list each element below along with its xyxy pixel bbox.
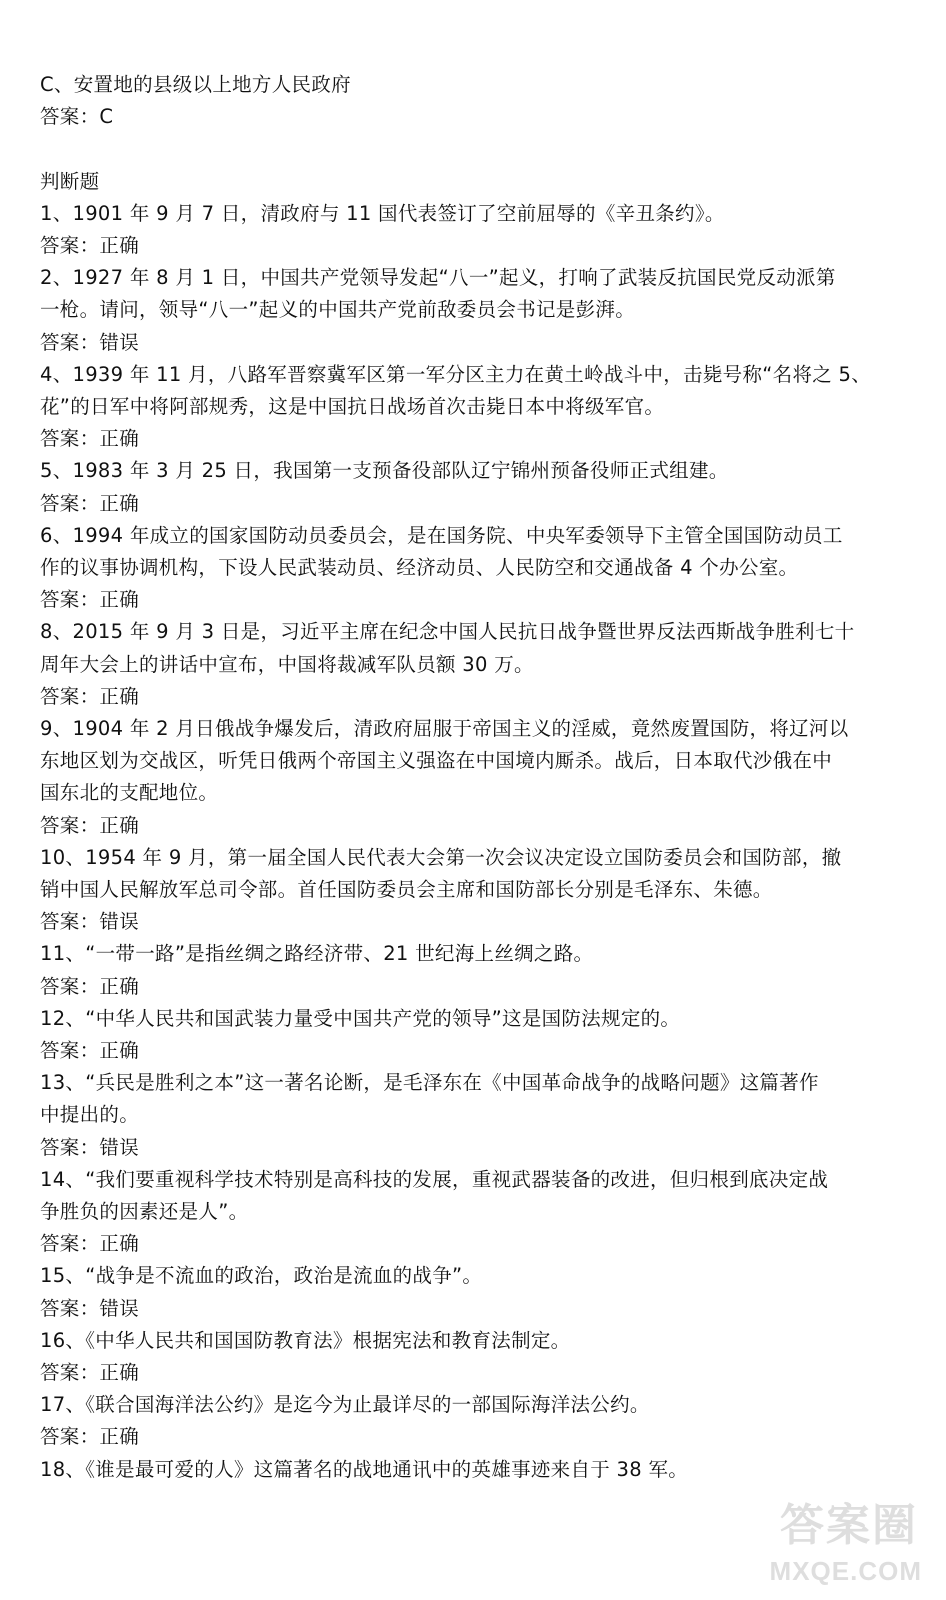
question-line: 4、1939 年 11 月，八路军晋察冀军区第一军分区主力在黄土岭战斗中，击毙号称“名将之 5、 <box>40 362 872 386</box>
question-line: 9、1904 年 2 月日俄战争爆发后，清政府屈服于帝国主义的淫威，竟然废置国防，将辽河以 <box>40 717 849 740</box>
question-line: 14、“我们要重视科学技术特别是高科技的发展，重视武器装备的改进，但归根到底决定战 <box>40 1167 829 1191</box>
text-line: 花”的日军中将阿部规秀，这是中国抗日战场首次击毙日本中将级军官。 <box>40 395 665 418</box>
answer-line: 答案：C <box>40 105 114 129</box>
text-line: 一枪。请问，领导“八一”起义的中国共产党前敌委员会书记是彭湃。 <box>40 298 636 322</box>
text-line: 中提出的。 <box>40 1103 140 1127</box>
watermark <box>726 1502 926 1586</box>
watermark-logo: 答案圈 <box>780 1500 918 1551</box>
question-line: 17、《联合国海洋法公约》是迄今为止最详尽的一部国际海洋法公约。 <box>40 1393 650 1417</box>
answer-line: 答案：错误 <box>40 330 140 354</box>
answer-line: 答案：正确 <box>40 1425 140 1449</box>
question-line: 13、“兵民是胜利之本”这一著名论断，是毛泽东在《中国革命战争的战略问题》这篇著作 <box>40 1071 819 1095</box>
option-line: C、安置地的县级以上地方人民政府 <box>40 73 351 96</box>
answer-line: 答案：正确 <box>40 1232 140 1256</box>
answer-line: 答案：错误 <box>40 910 140 934</box>
question-line: 8、2015 年 9 月 3 日是，习近平主席在纪念中国人民抗日战争暨世界反法西斯战争胜利七十 <box>40 620 855 644</box>
answer-line: 答案：正确 <box>40 234 140 257</box>
section-heading: 判断题 <box>40 169 100 193</box>
answer-line: 答案：错误 <box>40 1296 140 1320</box>
question-line: 10、1954 年 9 月，第一届全国人民代表大会第一次会议决定设立国防委员会和国防部，撤 <box>40 845 842 869</box>
answer-line: 答案：正确 <box>40 684 140 708</box>
text-line: 国东北的支配地位。 <box>40 781 219 805</box>
answer-line: 答案：正确 <box>40 588 140 612</box>
question-line: 18、《谁是最可爱的人》这篇著名的战地通讯中的英雄事迹来自于 38 军。 <box>40 1457 689 1481</box>
question-line: 12、“中华人民共和国武装力量受中国共产党的领导”这是国防法规定的。 <box>40 1006 681 1030</box>
text-line: 争胜负的因素还是人”。 <box>40 1200 249 1223</box>
watermark-url: MXQE.COM <box>769 1556 922 1586</box>
answer-line: 答案：正确 <box>40 1361 140 1384</box>
text-line: 销中国人民解放军总司令部。首任国防委员会主席和国防部长分别是毛泽东、朱德。 <box>40 878 773 901</box>
question-line: 15、“战争是不流血的政治，政治是流血的战争”。 <box>40 1264 483 1288</box>
question-line: 5、1983 年 3 月 25 日，我国第一支预备役部队辽宁锦州预备役师正式组建。 <box>40 459 729 483</box>
answer-line: 答案：正确 <box>40 813 140 837</box>
question-line: 2、1927 年 8 月 1 日，中国共产党领导发起“八一”起义，打响了武装反抗国民党反动派第 <box>40 266 836 290</box>
answer-line: 答案：正确 <box>40 974 140 998</box>
question-line: 1、1901 年 9 月 7 日，清政府与 11 国代表签订了空前屈辱的《辛丑条约》。 <box>40 201 725 225</box>
answer-line: 答案：正确 <box>40 1039 140 1062</box>
answer-line: 答案：正确 <box>40 491 140 515</box>
answer-line: 答案：正确 <box>40 427 140 451</box>
question-line: 16、《中华人民共和国国防教育法》根据宪法和教育法制定。 <box>40 1328 571 1352</box>
answer-line: 答案：错误 <box>40 1135 140 1159</box>
question-line: 11、“一带一路”是指丝绸之路经济带、21 世纪海上丝绸之路。 <box>40 942 594 966</box>
text-line: 东地区划为交战区，听凭日俄两个帝国主义强盗在中国境内厮杀。战后，日本取代沙俄在中 <box>40 749 833 773</box>
question-line: 6、1994 年成立的国家国防动员委员会，是在国务院、中央军委领导下主管全国国防动员工 <box>40 523 843 547</box>
text-line: 作的议事协调机构，下设人民武装动员、经济动员、人民防空和交通战备 4 个办公室。 <box>40 556 799 579</box>
text-line: 周年大会上的讲话中宣布，中国将裁减军队员额 30 万。 <box>40 652 534 676</box>
